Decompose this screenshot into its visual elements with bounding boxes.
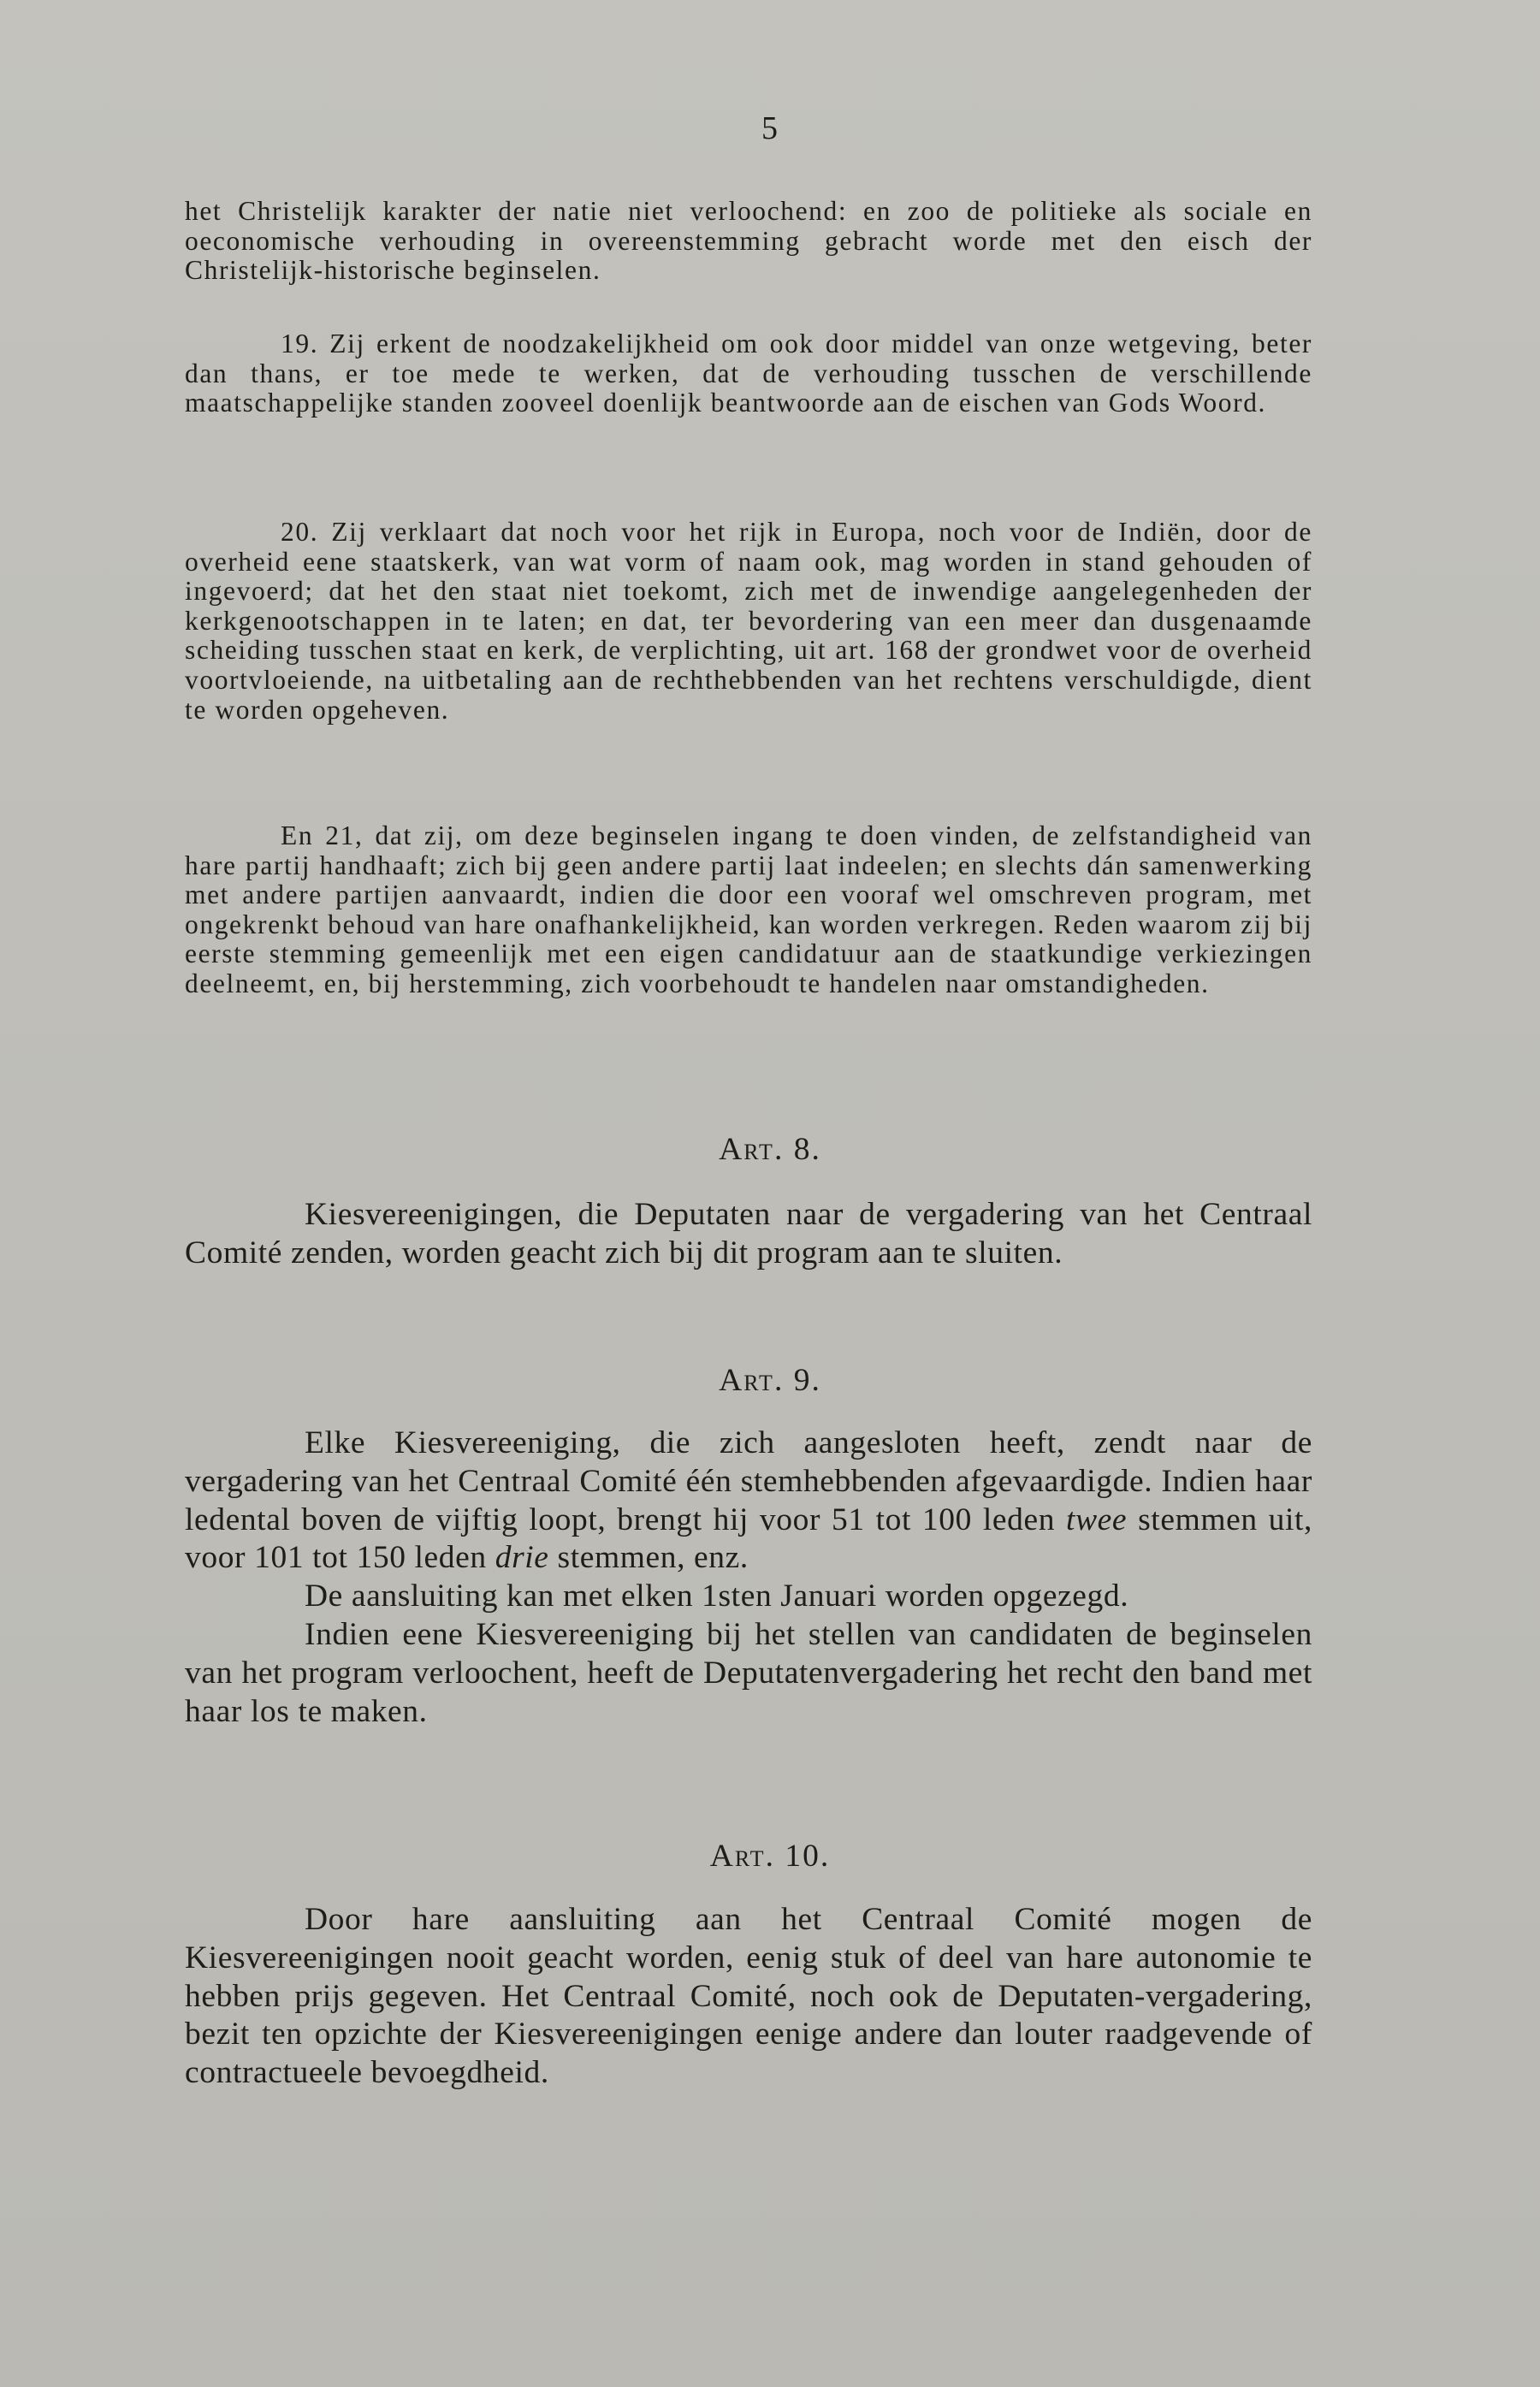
paragraph-20: 20. Zij verklaart dat noch voor het rijk in Europa, noch voor de Indiën, door de overheid eene staatskerk, van wat vorm of naam ook, mag worden in stand gehouden of ingevoerd; dat het den staat niet toekomt, zich met de inwendige aangelegenheden der kerkgenootschappen in te laten; en dat, ter bevordering van een meer dan dusgenaamde scheiding tusschen staat en kerk, de verplichting, uit art. 168 der grondwet voor de overheid voortvloeiende, na uitbetaling aan de rechthebbenden van het rechtens verschuldigde, dient te worden opgeheven.	[185, 517, 1312, 725]
article-8-heading: Art. 8.	[719, 1132, 821, 1167]
article-9-paragraph-1: Elke Kiesvereeniging, die zich aangesloten heeft, zendt naar de vergadering van het Centraal Comité één stemhebbenden afgevaardigde. Indien haar ledental boven de vijftig loopt, brengt hij voor 51 tot 100 leden twee stemmen uit, voor 101 tot 150 leden drie stemmen, enz.	[185, 1425, 1312, 1576]
article-10-heading: Art. 10.	[709, 1839, 831, 1874]
article-9-paragraph-3: Indien eene Kiesvereeniging bij het stellen van candidaten de beginselen van het program verloochent, heeft de Deputatenvergadering het recht den band met haar los te maken.	[185, 1616, 1312, 1729]
program-point-20	[185, 518, 1312, 725]
article-8-paragraph: Kiesvereenigingen, die Deputaten naar de vergadering van het Centraal Comité zenden, worden geacht zich bij dit program aan te sluiten.	[185, 1197, 1312, 1270]
page-number: 5	[761, 110, 779, 146]
program-continuation	[185, 197, 1312, 286]
article-8-body	[185, 1196, 1312, 1273]
program-point-21	[185, 821, 1312, 999]
emphasis-twee: twee	[1066, 1502, 1128, 1537]
article-10-body	[185, 1901, 1312, 2093]
program-point-19	[185, 329, 1312, 418]
article-9-heading: Art. 9.	[719, 1363, 821, 1398]
paragraph-21: En 21, dat zij, om deze beginselen ingang te doen vinden, de zelfstandigheid van hare partij handhaaft; zich bij geen andere partij laat indeelen; en slechts dán samenwerking met andere partijen aanvaardt, indien die door een vooraf wel omschreven program, met ongekrenkt behoud van hare onafhankelijkheid, kan worden verkregen. Reden waarom zij bij eerste stemming gemeenlijk met een eigen candidatuur aan de staatkundige verkiezingen deelneemt, en, bij herstemming, zich voorbehoudt te handelen naar omstandigheden.	[185, 820, 1312, 998]
article-9-body	[185, 1424, 1312, 1731]
paragraph-19: 19. Zij erkent de noodzakelijkheid om ook door middel van onze wetgeving, beter dan thans, er toe mede te werken, dat de verhouding tusschen de verschillende maatschappelijke standen zooveel doenlijk beantwoorde aan de eischen van Gods Woord.	[185, 329, 1312, 418]
emphasis-drie: drie	[495, 1540, 549, 1576]
paragraph-continuation: het Christelijk karakter der natie niet verloochend: en zoo de politieke als sociale en oeconomische verhouding in overeenstemming gebracht worde met den eisch der Christelijk-historische beginselen.	[185, 196, 1312, 286]
article-10-paragraph: Door hare aansluiting aan het Centraal Comité mogen de Kiesvereenigingen nooit geacht worden, eenig stuk of deel van hare autonomie te hebben prijs gegeven. Het Centraal Comité, noch ook de Deputaten-vergadering, bezit ten opzichte der Kiesvereenigingen eenige andere dan louter raadgevende of contractueele bevoegdheid.	[185, 1902, 1312, 2091]
article-9-paragraph-2: De aansluiting kan met elken 1sten Januari worden opgezegd.	[305, 1578, 1129, 1614]
